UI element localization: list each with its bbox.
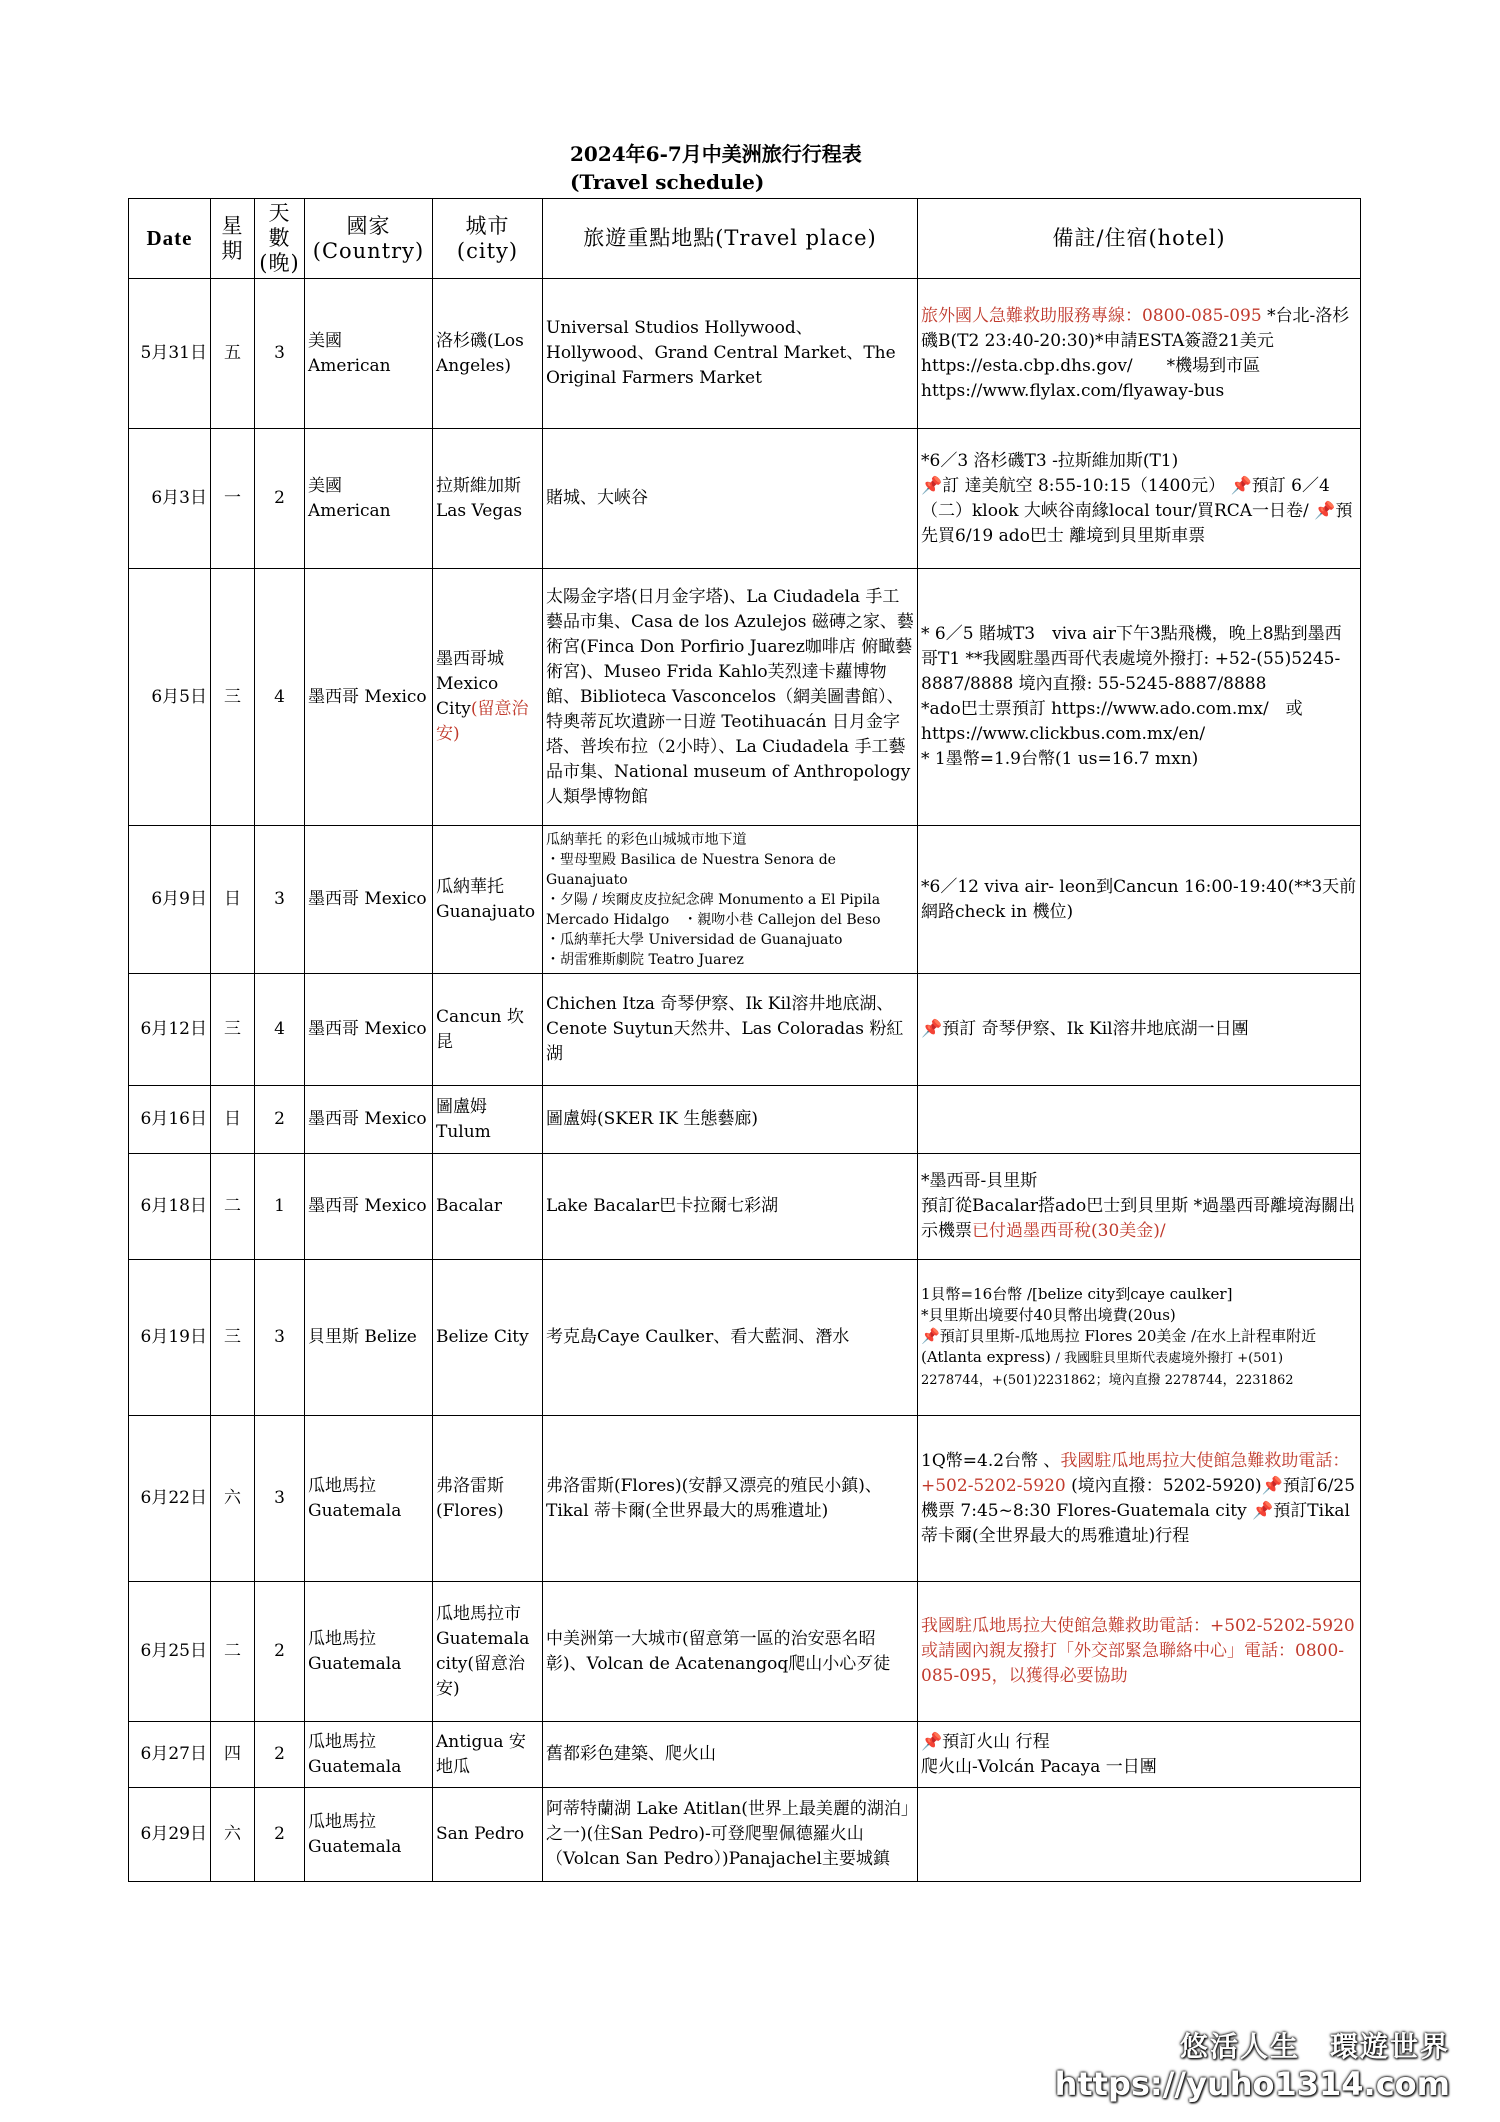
- col-header-country: 國家 (Country): [305, 199, 433, 279]
- weekday-cell: 三: [211, 1260, 255, 1416]
- date-cell: 6月25日: [129, 1582, 211, 1722]
- date-cell: 5月31日: [129, 279, 211, 429]
- country-cell: 瓜地馬拉 Guatemala: [305, 1416, 433, 1582]
- weekday-cell: 一: [211, 429, 255, 569]
- note-cell: 1Q幣=4.2台幣 、我國駐瓜地馬拉大使館急難救助電話：+502-5202-5920 (境內直撥：5202-5920)📌預訂6/25機票 7:45~8:30 Flores-Guatemala city 📌預訂Tikal 蒂卡爾(全世界最大的馬雅遺址)行程: [918, 1416, 1361, 1582]
- weekday-cell: 五: [211, 279, 255, 429]
- date-cell: 6月27日: [129, 1722, 211, 1788]
- note-cell: 📌預訂火山 行程 爬火山-Volcán Pacaya 一日團: [918, 1722, 1361, 1788]
- note-cell: 📌預訂 奇琴伊察、Ik Kil溶井地底湖一日團: [918, 974, 1361, 1086]
- table-row: [129, 1260, 1361, 1416]
- emergency-hotline: 旅外國人急難救助服務專線：0800-085-095: [921, 305, 1262, 326]
- col-header-place: 旅遊重點地點(Travel place): [543, 199, 918, 279]
- country-cell: 墨西哥 Mexico: [305, 569, 433, 826]
- page-title: 2024年6-7月中美洲旅行行程表: [570, 142, 862, 166]
- nights-cell: 4: [255, 569, 305, 826]
- table-row: [129, 1416, 1361, 1582]
- city-cell: Bacalar: [433, 1154, 543, 1260]
- place-cell: 弗洛雷斯(Flores)(安靜又漂亮的殖民小鎮)、Tikal 蒂卡爾(全世界最大的馬雅遺址): [543, 1416, 918, 1582]
- city-cell: 弗洛雷斯 (Flores): [433, 1416, 543, 1582]
- schedule-table: [128, 198, 1361, 1882]
- weekday-cell: 二: [211, 1154, 255, 1260]
- city-cell: Belize City: [433, 1260, 543, 1416]
- nights-cell: 3: [255, 1260, 305, 1416]
- nights-cell: 3: [255, 1416, 305, 1582]
- header-row: [129, 199, 1361, 279]
- country-cell: 瓜地馬拉 Guatemala: [305, 1722, 433, 1788]
- note-cell: 1貝幣=16台幣 /[belize city到caye caulker] *貝里斯出境要付40貝幣出境費(20us) 📌預訂貝里斯-瓜地馬拉 Flores 20美金 /在水上計程車附近 (Atlanta express) / 我國駐貝里斯代表處境外撥打 +(501) 2278744，+(501)2231862；境內直撥 2278744，2231862: [918, 1260, 1361, 1416]
- date-cell: 6月16日: [129, 1086, 211, 1154]
- country-cell: 瓜地馬拉 Guatemala: [305, 1788, 433, 1882]
- watermark-slogan: 悠活人生 環遊世界: [1179, 2030, 1450, 2063]
- nights-cell: 1: [255, 1154, 305, 1260]
- place-cell: 瓜納華托 的彩色山城城市地下道 ・聖母聖殿 Basilica de Nuestra Senora de Guanajuato ・夕陽 / 埃爾皮皮拉紀念碑 Monumento a El Pipila Mercado Hidalgo ・親吻小巷 Callejon del Beso ・瓜納華托大學 Universidad de Guanajuato ・胡雷雅斯劇院 Teatro Juarez: [543, 826, 918, 974]
- date-cell: 6月3日: [129, 429, 211, 569]
- table-row: [129, 1582, 1361, 1722]
- table-row: [129, 1788, 1361, 1882]
- note-cell: [918, 1086, 1361, 1154]
- place-cell: 圖盧姆(SKER IK 生態藝廊): [543, 1086, 918, 1154]
- city-cell: 圖盧姆 Tulum: [433, 1086, 543, 1154]
- place-cell: 賭城、大峽谷: [543, 429, 918, 569]
- page-subtitle: (Travel schedule): [570, 170, 765, 194]
- note-cell: 旅外國人急難救助服務專線：0800-085-095 *台北-洛杉磯B(T2 23:40-20:30)*申請ESTA簽證21美元 https://esta.cbp.dhs.gov/ *機場到市區 https://www.flylax.com/flyaway-bus: [918, 279, 1361, 429]
- city-cell: 拉斯維加斯 Las Vegas: [433, 429, 543, 569]
- weekday-cell: 六: [211, 1788, 255, 1882]
- weekday-cell: 四: [211, 1722, 255, 1788]
- weekday-cell: 日: [211, 1086, 255, 1154]
- nights-cell: 2: [255, 1582, 305, 1722]
- col-header-date: Date: [129, 199, 211, 279]
- nights-cell: 3: [255, 279, 305, 429]
- city-cell: 洛杉磯(Los Angeles): [433, 279, 543, 429]
- place-cell: 中美洲第一大城市(留意第一區的治安惡名昭彰)、Volcan de Acatenangoq爬山小心歹徒: [543, 1582, 918, 1722]
- weekday-cell: 三: [211, 569, 255, 826]
- pushpin-icon: 📌: [1252, 1500, 1274, 1521]
- place-cell: 舊都彩色建築、爬火山: [543, 1722, 918, 1788]
- watermark-url: https://yuho1314.com: [1054, 2065, 1450, 2103]
- note-cell: *6／3 洛杉磯T3 -拉斯維加斯(T1) 📌訂 達美航空 8:55-10:15（1400元） 📌預訂 6／4（二）klook 大峽谷南緣local tour/買RCA一日卷/ 📌預先買6/19 ado巴士 離境到貝里斯車票: [918, 429, 1361, 569]
- country-cell: 美國 American: [305, 279, 433, 429]
- country-cell: 美國 American: [305, 429, 433, 569]
- col-header-note: 備註/住宿(hotel): [918, 199, 1361, 279]
- pushpin-icon: 📌: [921, 1731, 943, 1752]
- country-cell: 瓜地馬拉 Guatemala: [305, 1582, 433, 1722]
- watermark: [1055, 2025, 1450, 2103]
- pushpin-icon: 📌: [921, 1327, 940, 1345]
- weekday-cell: 二: [211, 1582, 255, 1722]
- country-cell: 墨西哥 Mexico: [305, 1154, 433, 1260]
- note-cell: * 6／5 賭城T3 viva air下午3點飛機，晚上8點到墨西哥T1 **我國駐墨西哥代表處境外撥打: +52-(55)5245-8887/8888 境內直撥: 55-5245-8887/8888 *ado巴士票預訂 https://www.ado.com.mx/ 或 https://www.clickbus.com.mx/en/ * 1墨幣=1.9台幣(1 us=16.7 mxn): [918, 569, 1361, 826]
- pushpin-icon: 📌: [921, 475, 943, 496]
- title-block: [570, 140, 862, 196]
- note-cell: *墨西哥-貝里斯 預訂從Bacalar搭ado巴士到貝里斯 *過墨西哥離境海關出示機票已付過墨西哥稅(30美金)/: [918, 1154, 1361, 1260]
- place-cell: 阿蒂特蘭湖 Lake Atitlan(世界上最美麗的湖泊」之一)(住San Pedro)-可登爬聖佩德羅火山（Volcan San Pedro）)Panajachel主要城鎮: [543, 1788, 918, 1882]
- date-cell: 6月18日: [129, 1154, 211, 1260]
- table-row: [129, 569, 1361, 826]
- nights-cell: 2: [255, 429, 305, 569]
- city-cell: 瓜地馬拉市 Guatemala city(留意治安): [433, 1582, 543, 1722]
- city-cell: 瓜納華托 Guanajuato: [433, 826, 543, 974]
- pushpin-icon: 📌: [1230, 475, 1252, 496]
- date-cell: 6月19日: [129, 1260, 211, 1416]
- city-cell: Cancun 坎昆: [433, 974, 543, 1086]
- nights-cell: 4: [255, 974, 305, 1086]
- table-row: [129, 1086, 1361, 1154]
- date-cell: 6月5日: [129, 569, 211, 826]
- place-cell: Universal Studios Hollywood、Hollywood、Grand Central Market、The Original Farmers Market: [543, 279, 918, 429]
- nights-cell: 2: [255, 1086, 305, 1154]
- date-cell: 6月9日: [129, 826, 211, 974]
- date-cell: 6月12日: [129, 974, 211, 1086]
- weekday-cell: 三: [211, 974, 255, 1086]
- nights-cell: 2: [255, 1722, 305, 1788]
- place-cell: 太陽金字塔(日月金字塔)、La Ciudadela 手工藝品市集、Casa de los Azulejos 磁磚之家、藝術宮(Finca Don Porfirio Juarez咖啡店 俯瞰藝術宮)、Museo Frida Kahlo芙烈達卡蘿博物館、Biblioteca Vasconcelos（網美圖書館）、特奧蒂瓦坎遺跡一日遊 Teotihuacán 日月金字塔、普埃布拉（2小時）、La Ciudadela 手工藝品市集、National museum of Anthropology 人類學博物館: [543, 569, 918, 826]
- note-cell: [918, 1788, 1361, 1882]
- place-cell: Chichen Itza 奇琴伊察、Ik Kil溶井地底湖、Cenote Suytun天然井、Las Coloradas 粉紅湖: [543, 974, 918, 1086]
- country-cell: 墨西哥 Mexico: [305, 974, 433, 1086]
- pushpin-icon: 📌: [921, 1019, 943, 1039]
- table-row: [129, 279, 1361, 429]
- weekday-cell: 日: [211, 826, 255, 974]
- table-row: [129, 974, 1361, 1086]
- nights-cell: 3: [255, 826, 305, 974]
- weekday-cell: 六: [211, 1416, 255, 1582]
- table-row: [129, 1154, 1361, 1260]
- table-row: [129, 826, 1361, 974]
- pushpin-icon: 📌: [1314, 500, 1336, 521]
- country-cell: 墨西哥 Mexico: [305, 1086, 433, 1154]
- place-cell: 考克島Caye Caulker、看大藍洞、潛水: [543, 1260, 918, 1416]
- date-cell: 6月22日: [129, 1416, 211, 1582]
- city-cell: San Pedro: [433, 1788, 543, 1882]
- col-header-weekday: 星期: [211, 199, 255, 279]
- city-cell: 墨西哥城 Mexico City(留意治安): [433, 569, 543, 826]
- note-cell: *6／12 viva air- leon到Cancun 16:00-19:40(**3天前網路check in 機位): [918, 826, 1361, 974]
- table-row: [129, 429, 1361, 569]
- col-header-city: 城市 (city): [433, 199, 543, 279]
- date-cell: 6月29日: [129, 1788, 211, 1882]
- pushpin-icon: 📌: [1261, 1475, 1283, 1496]
- place-cell: Lake Bacalar巴卡拉爾七彩湖: [543, 1154, 918, 1260]
- col-header-nights: 天數 (晚): [255, 199, 305, 279]
- note-cell: 我國駐瓜地馬拉大使館急難救助電話：+502-5202-5920或請國內親友撥打「外交部緊急聯絡中心」電話：0800-085-095，以獲得必要協助: [918, 1582, 1361, 1722]
- country-cell: 貝里斯 Belize: [305, 1260, 433, 1416]
- nights-cell: 2: [255, 1788, 305, 1882]
- city-cell: Antigua 安地瓜: [433, 1722, 543, 1788]
- table-row: [129, 1722, 1361, 1788]
- country-cell: 墨西哥 Mexico: [305, 826, 433, 974]
